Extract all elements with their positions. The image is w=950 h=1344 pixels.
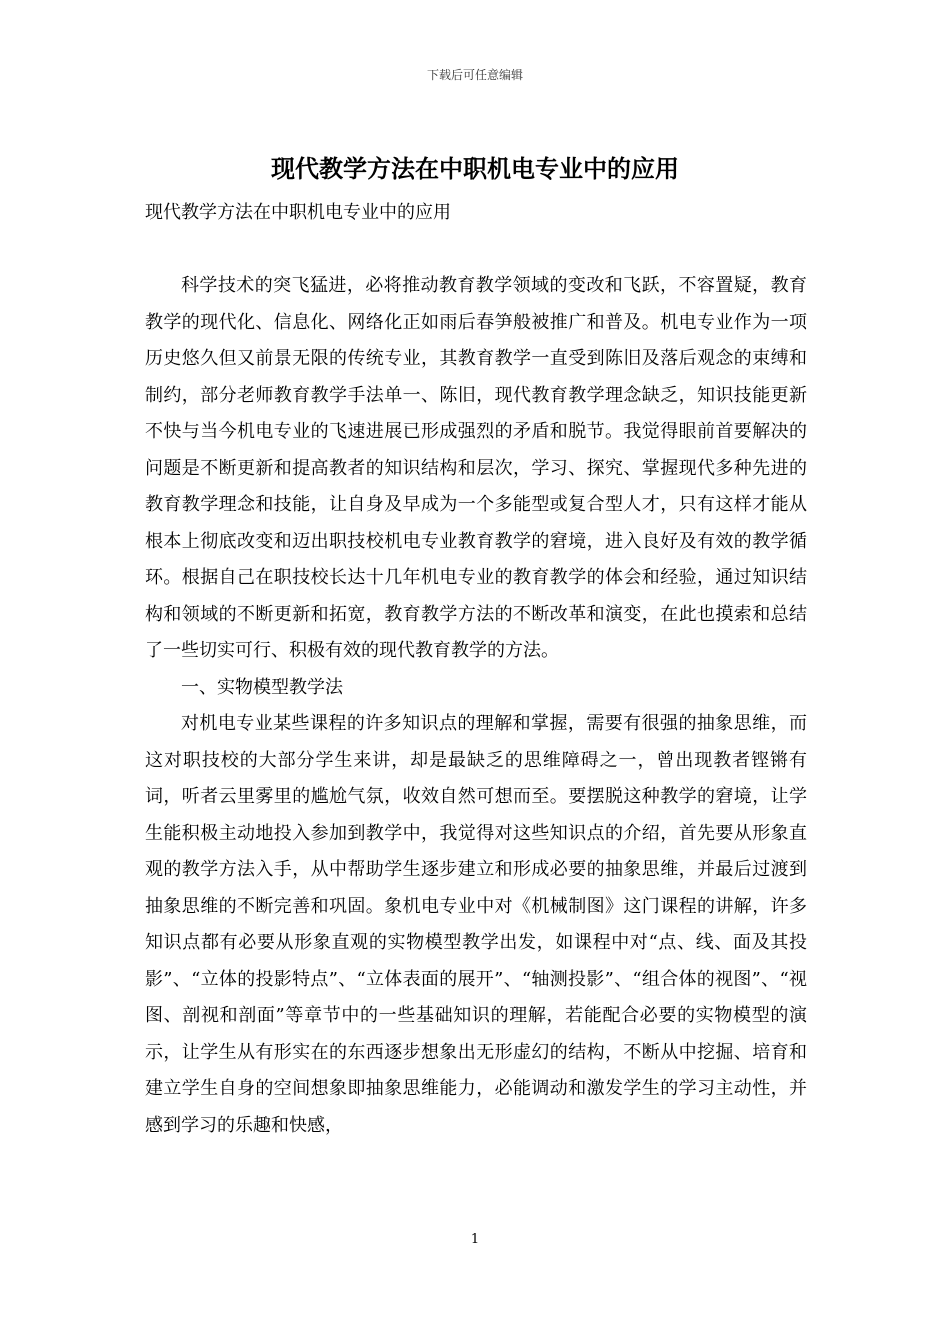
section-heading: 一、实物模型教学法 — [181, 676, 343, 698]
body-paragraph: 科学技术的突飞猛进，必将推动教育教学领域的变改和飞跃，不容置疑，教育教学的现代化、信息化、网络化正如雨后春笋般被推广和普及。机电专业作为一项历史悠久但又前景无限的传统专业，其教育教学一直受到陈旧及落后观念的束缚和制约，部分老师教育教学手法单一、陈旧，现代教育教学理念缺乏，知识技能更新不快与当今机电专业的飞速进展已形成强烈的矛盾和脱节。我觉得眼前首要解决的问题是不断更新和提高教者的知识结构和层次，学习、探究、掌握现代多种先进的教育教学理念和技能，让自身及早成为一个多能型或复合型人才，只有这样才能从根本上彻底改变和迈出职技校机电专业教育教学的窘境，进入良好及有效的教学循环。根据自己在职技校长达十几年机电专业的教育教学的体会和经验，通过知识结构和领域的不断更新和拓宽，教育教学方法的不断改革和演变，在此也摸索和总结了一些切实可行、积极有效的现代教育教学的方法。 — [145, 275, 807, 661]
document-subtitle: 现代教学方法在中职机电专业中的应用 — [145, 202, 451, 223]
page-number: 1 — [470, 1232, 480, 1247]
document-body — [145, 268, 807, 1144]
document-title: 现代教学方法在中职机电专业中的应用 — [271, 154, 679, 183]
header-note: 下载后可任意编辑 — [426, 68, 523, 82]
body-paragraph: 对机电专业某些课程的许多知识点的理解和掌握，需要有很强的抽象思维，而这对职技校的大部分学生来讲，却是最缺乏的思维障碍之一，曾出现教者铿锵有词，听者云里雾里的尴尬气氛，收效自然可想而至。要摆脱这种教学的窘境，让学生能积极主动地投入参加到教学中，我觉得对这些知识点的介绍，首先要从形象直观的教学方法入手，从中帮助学生逐步建立和形成必要的抽象思维，并最后过渡到抽象思维的不断完善和巩固。象机电专业中对《机械制图》这门课程的讲解，许多知识点都有必要从形象直观的实物模型教学出发，如课程中对“点、线、面及其投影”、“立体的投影特点”、“立体表面的展开”、“轴测投影”、“组合体的视图”、“视图、剖视和剖面”等章节中的一些基础知识的理解，若能配合必要的实物模型的演示，让学生从有形实在的东西逐步想象出无形虚幻的结构，不断从中挖掘、培育和建立学生自身的空间想象即抽象思维能力，必能调动和激发学生的学习主动性，并感到学习的乐趣和快感， — [145, 713, 807, 1136]
